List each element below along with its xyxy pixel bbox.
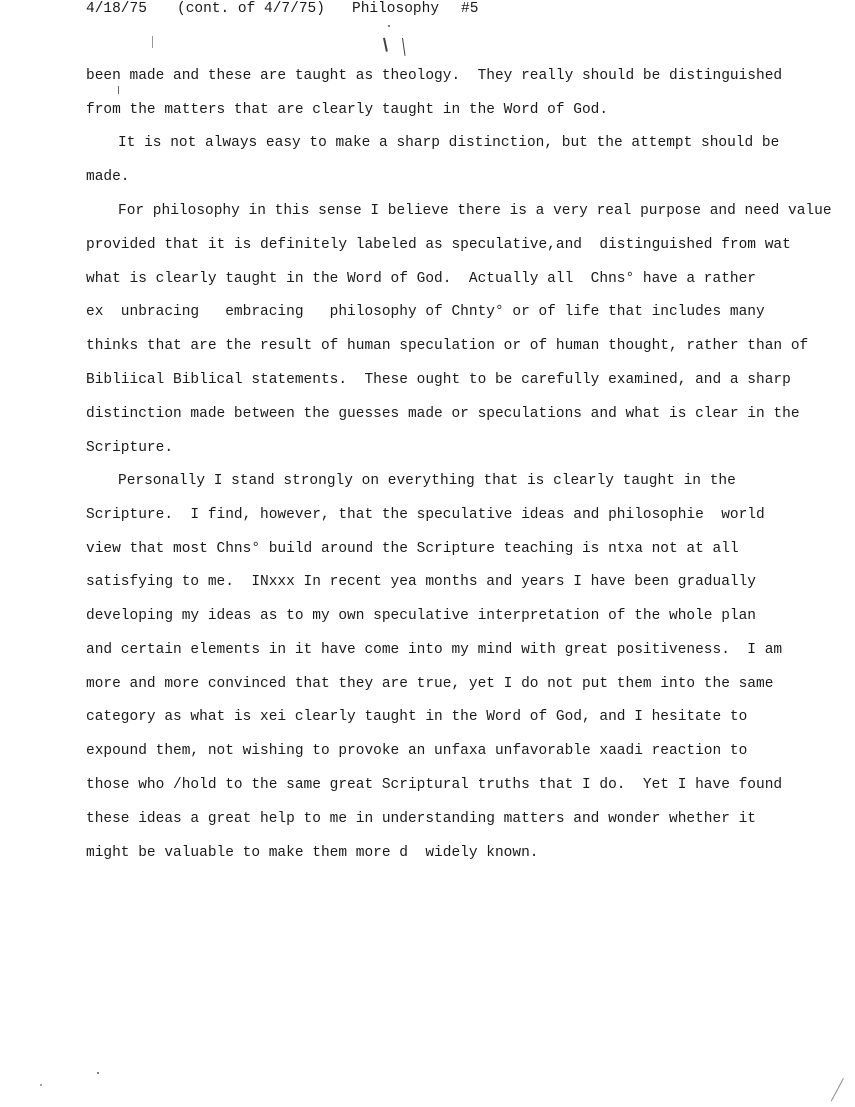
ink-speck [40, 1084, 42, 1086]
text-line: ex unbracing embracing philosophy of Chnty° or of life that includes many [86, 304, 765, 320]
text-line: might be valuable to make them more d widely known. [86, 845, 539, 861]
text-line: expound them, not wishing to provoke an unfaxa unfavorable xaadi reaction to [86, 743, 748, 759]
text-line: distinction made between the guesses made or speculations and what is clear in the [86, 406, 800, 422]
text-line: provided that it is definitely labeled as speculative,and distinguished from wat [86, 237, 791, 253]
text-line: been made and these are taught as theology. They really should be distinguished [86, 68, 783, 84]
text-line: from the matters that are clearly taught in the Word of God. [86, 102, 609, 118]
text-line: thinks that are the result of human speculation or of human thought, rather than of [86, 338, 809, 354]
text-line: made. [86, 169, 130, 185]
text-line: more and more convinced that they are true, yet I do not put them into the same [86, 676, 774, 692]
text-line: Bibliical Biblical statements. These ought to be carefully examined, and a sharp [86, 372, 791, 388]
text-line: It is not always easy to make a sharp distinction, but the attempt should be [118, 135, 780, 151]
text-line: view that most Chns° build around the Scripture teaching is ntxa not at all [86, 541, 739, 557]
text-line: those who /hold to the same great Scriptural truths that I do. Yet I have found [86, 777, 783, 793]
text-line: For philosophy in this sense I believe there is a very real purpose and need value [118, 203, 832, 219]
ink-speck [388, 25, 390, 27]
pen-mark [831, 1078, 844, 1101]
ink-speck [97, 1072, 99, 1074]
pen-mark [402, 38, 405, 56]
header-continuation: (cont. of 4/7/75) [177, 1, 325, 17]
text-line: Personally I stand strongly on everything that is clearly taught in the [118, 473, 736, 489]
text-line: and certain elements in it have come into my mind with great positiveness. I am [86, 642, 783, 658]
text-line: what is clearly taught in the Word of God. Actually all Chns° have a rather [86, 271, 757, 287]
text-line: Scripture. I find, however, that the speculative ideas and philosophie world [86, 507, 765, 523]
header-subject: Philosophy [352, 1, 440, 17]
page-header [86, 1, 479, 21]
text-line: Scripture. [86, 440, 174, 456]
text-line: these ideas a great help to me in understanding matters and wonder whether it [86, 811, 757, 827]
text-line: developing my ideas as to my own speculative interpretation of the whole plan [86, 608, 757, 624]
pen-mark [383, 38, 387, 52]
header-date: 4/18/75 [86, 1, 147, 17]
header-page-number: #5 [461, 1, 479, 17]
text-line: category as what is xei clearly taught in the Word of God, and I hesitate to [86, 709, 748, 725]
pen-mark [118, 86, 119, 94]
pen-mark [152, 36, 153, 48]
text-line: satisfying to me. INxxx In recent yea months and years I have been gradually [86, 574, 757, 590]
